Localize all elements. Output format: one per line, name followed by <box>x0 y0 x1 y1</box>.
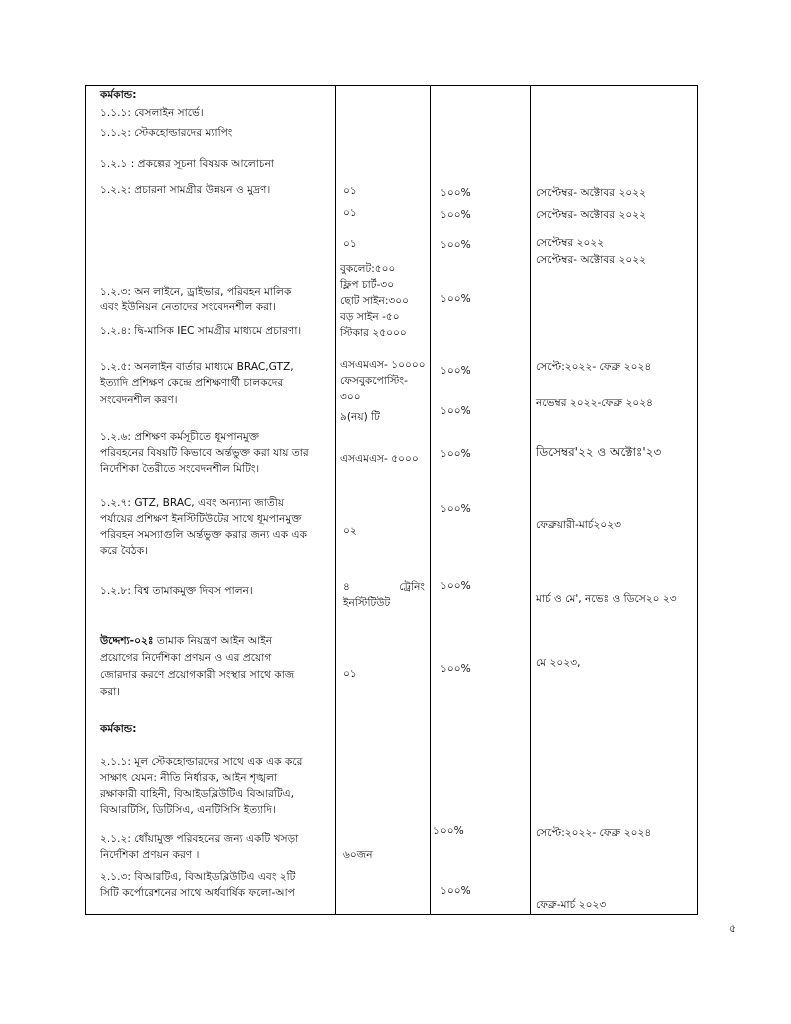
target-5-cont: ফেসবুকপোস্টিং- <box>340 375 408 387</box>
activity-1-2-3-cont: এবং ইউনিয়ন নেতাদের সংবেদনশীল করা। <box>100 301 276 313</box>
progress-9: ১০০% <box>440 580 471 592</box>
activities-heading: কর্মকান্ড: <box>100 89 137 101</box>
timeline-12: ফেব্রু-মার্চ ২০২৩ <box>536 899 607 911</box>
timeline-3: সেপ্টেম্বর ২০২২ <box>536 237 605 249</box>
activity-2-1-1-cont: সাক্ষাৎ যেমন: নীতি নির্ধারক, আইন শৃঙ্খলা <box>100 772 278 784</box>
timeline-1: সেপ্টেম্বর- অক্টোবর ২০২২ <box>536 187 647 199</box>
progress-2: ১০০% <box>440 209 471 221</box>
progress-1: ১০০% <box>440 187 471 199</box>
timeline-10: মে ২০২৩, <box>536 657 581 669</box>
timeline-4: সেপ্টেম্বর- অক্টোবর ২০২২ <box>536 254 647 266</box>
progress-3: ১০০% <box>440 239 471 251</box>
target-8-text: ৪ ট্রেনিং <box>343 581 425 593</box>
target-1: ০১ <box>343 185 357 197</box>
activity-1-2-6-cont2: নির্দেশিকা তৈরীতে সংবেদনশীল মিটিং। <box>100 463 260 475</box>
activity-1-2-3: ১.২.৩: অন লাইনে, ড্রাইভার, পরিবহন মালিক <box>100 286 292 298</box>
target-7: ০২ <box>343 525 357 537</box>
activity-1-2-1: ১.২.১ : প্রকল্পের সূচনা বিষয়ক আলোচনা <box>100 158 274 170</box>
activity-1-2-7: ১.২.৭: GTZ, BRAC, এবং অন্যান্য জাতীয় <box>100 497 285 509</box>
timeline-6: নভেম্বর ২০২২-ফেব্রু ২০২৪ <box>536 397 654 409</box>
timeline-7: ডিসেম্বর'২২ ও অক্টোঃ'২৩ <box>536 445 662 459</box>
page-number: ৫ <box>729 922 737 935</box>
activity-1-2-2: ১.২.২: প্রচারনা সামগ্রীর উন্নয়ন ও মুদ্রণ। <box>100 184 271 196</box>
activity-1-2-5-cont: ইত্যাদি প্রশিক্ষণ কেন্দ্রে প্রশিক্ষণার্থী চালকদের <box>100 377 284 389</box>
target-5-cont2: ৩০০ <box>340 391 361 403</box>
progress-7: ১০০% <box>440 448 471 460</box>
target-8-cont: ইনস্টিটিউট <box>343 597 391 609</box>
target-8 <box>343 580 425 595</box>
target-4-cont2: ছোট সাইন:৩০০ <box>340 295 410 307</box>
activity-1-2-5-cont2: সংবেদনশীল করণ। <box>100 394 178 406</box>
activity-1-2-7-cont: পর্যায়ের প্রশিক্ষণ ইনস্টিটিউটের সাথে ধূমপানমুক্ত <box>100 513 302 525</box>
objective-2-label: উদ্দেশ্য-০২ঃ <box>100 635 154 647</box>
objective-2-cont2: জোরদার করণে প্রয়োগকারী সংস্থার সাথে কাজ <box>100 669 295 681</box>
activity-1-2-5: ১.২.৫: অনলাইন বার্তার মাধ্যমে BRAC,GTZ, <box>100 361 294 373</box>
activity-2-1-2: ২.১.২: ধোঁয়ামুক্ত পরিবহনের জন্য একটি খসড়া <box>100 833 299 845</box>
target-5: এসএমএস- ১০০০০ <box>340 359 426 371</box>
target-4-cont4: স্টিকার ২৫০০০ <box>340 327 407 339</box>
target-5-cont3: ৯(নয়) টি <box>340 411 380 423</box>
target-4-cont3: বড় সাইন -৫০ <box>340 311 400 323</box>
activity-1-1-1: ১.১.১: বেসলাইন সার্ভে। <box>100 107 204 119</box>
progress-5: ১০০% <box>440 365 471 377</box>
activity-2-1-1-cont2: রক্ষাকারী বাহিনী, বিআইডব্লিউটিএ বিআরটিএ, <box>100 788 295 800</box>
activity-2-1-2-cont: নির্দেশিকা প্রণয়ন করণ । <box>100 849 200 861</box>
target-6: এসএমএস- ৫০০০ <box>340 453 419 465</box>
activity-2-1-1-cont3: বিআরটিসি, ডিটিসিএ, এনটিসিসি ইত্যাদি। <box>100 804 276 816</box>
objective-2 <box>100 634 272 649</box>
column-divider-1 <box>335 85 336 915</box>
activity-1-2-4: ১.২.৪: দ্বি-মাসিক IEC সামগ্রীর মাধ্যমে প্রচারণা। <box>100 325 302 337</box>
activity-1-1-2: ১.১.২: স্টেকহোল্ডারদের ম্যাপিং <box>100 127 233 139</box>
column-divider-3 <box>530 85 531 915</box>
target-3: ০১ <box>343 238 357 250</box>
target-2: ০১ <box>343 207 357 219</box>
target-4-cont: ফ্লিপ চার্ট-৩০ <box>340 279 395 291</box>
target-9: ০১ <box>343 668 357 680</box>
column-divider-2 <box>430 85 431 915</box>
timeline-8: ফেব্রুয়ারী-মার্চ২০২৩ <box>536 519 622 531</box>
target-10: ৬০জন <box>343 849 373 861</box>
objective-2-cont3: করা। <box>100 686 121 698</box>
activity-2-1-1: ২.১.১: মূল স্টেকহোল্ডারদের সাথে এক এক করে <box>100 756 303 768</box>
progress-12: ১০০% <box>440 885 471 897</box>
activity-1-2-6-cont: পরিবহনের বিষয়টি কিভাবে অর্ন্তভুক্ত করা যায় তার <box>100 447 309 459</box>
progress-11: ১০০% <box>433 825 464 837</box>
timeline-11: সেপ্টে:২০২২- ফেব্রু ২০২৪ <box>536 827 652 839</box>
activities-heading-2: কর্মকান্ড: <box>100 723 137 735</box>
activity-2-1-3: ২.১.৩: বিআরটিএ, বিআইডব্লিউটিএ এবং ২টি <box>100 871 296 883</box>
activity-1-2-7-cont3: করে বৈঠক। <box>100 545 148 557</box>
activity-1-2-8: ১.২.৮: বিশ্ব তামাকমুক্ত দিবস পালন। <box>100 585 253 597</box>
objective-2-text: তামাক নিয়ন্ত্রণ আইন আইন <box>156 635 273 647</box>
timeline-2: সেপ্টেম্বর- অক্টোবর ২০২২ <box>536 209 647 221</box>
activity-1-2-6: ১.২.৬: প্রশিক্ষণ কর্মসূচীতে ধূমপানমুক্ত <box>100 431 260 443</box>
timeline-5: সেপ্টে:২০২২- ফেব্রু ২০২৪ <box>536 361 652 373</box>
activity-1-2-7-cont2: পরিবহন সমস্যাগুলি অর্ন্তভুক্ত করার জন্য এক এক <box>100 529 307 541</box>
progress-10: ১০০% <box>440 663 471 675</box>
activity-2-1-3-cont: সিটি কর্পোরেশনের সাথে অর্ধবার্ষিক ফলো-আপ <box>100 887 295 899</box>
progress-6: ১০০% <box>440 405 471 417</box>
progress-4: ১০০% <box>440 293 471 305</box>
target-4: বুকলেট:৫০০ <box>340 263 396 275</box>
objective-2-cont: প্রয়োগের নির্দেশিকা প্রণয়ন ও এর প্রয়োগ <box>100 652 272 664</box>
timeline-9: মার্চ ও মে', নভেঃ ও ডিসে২০ ২৩ <box>536 593 677 605</box>
progress-8: ১০০% <box>440 503 471 515</box>
